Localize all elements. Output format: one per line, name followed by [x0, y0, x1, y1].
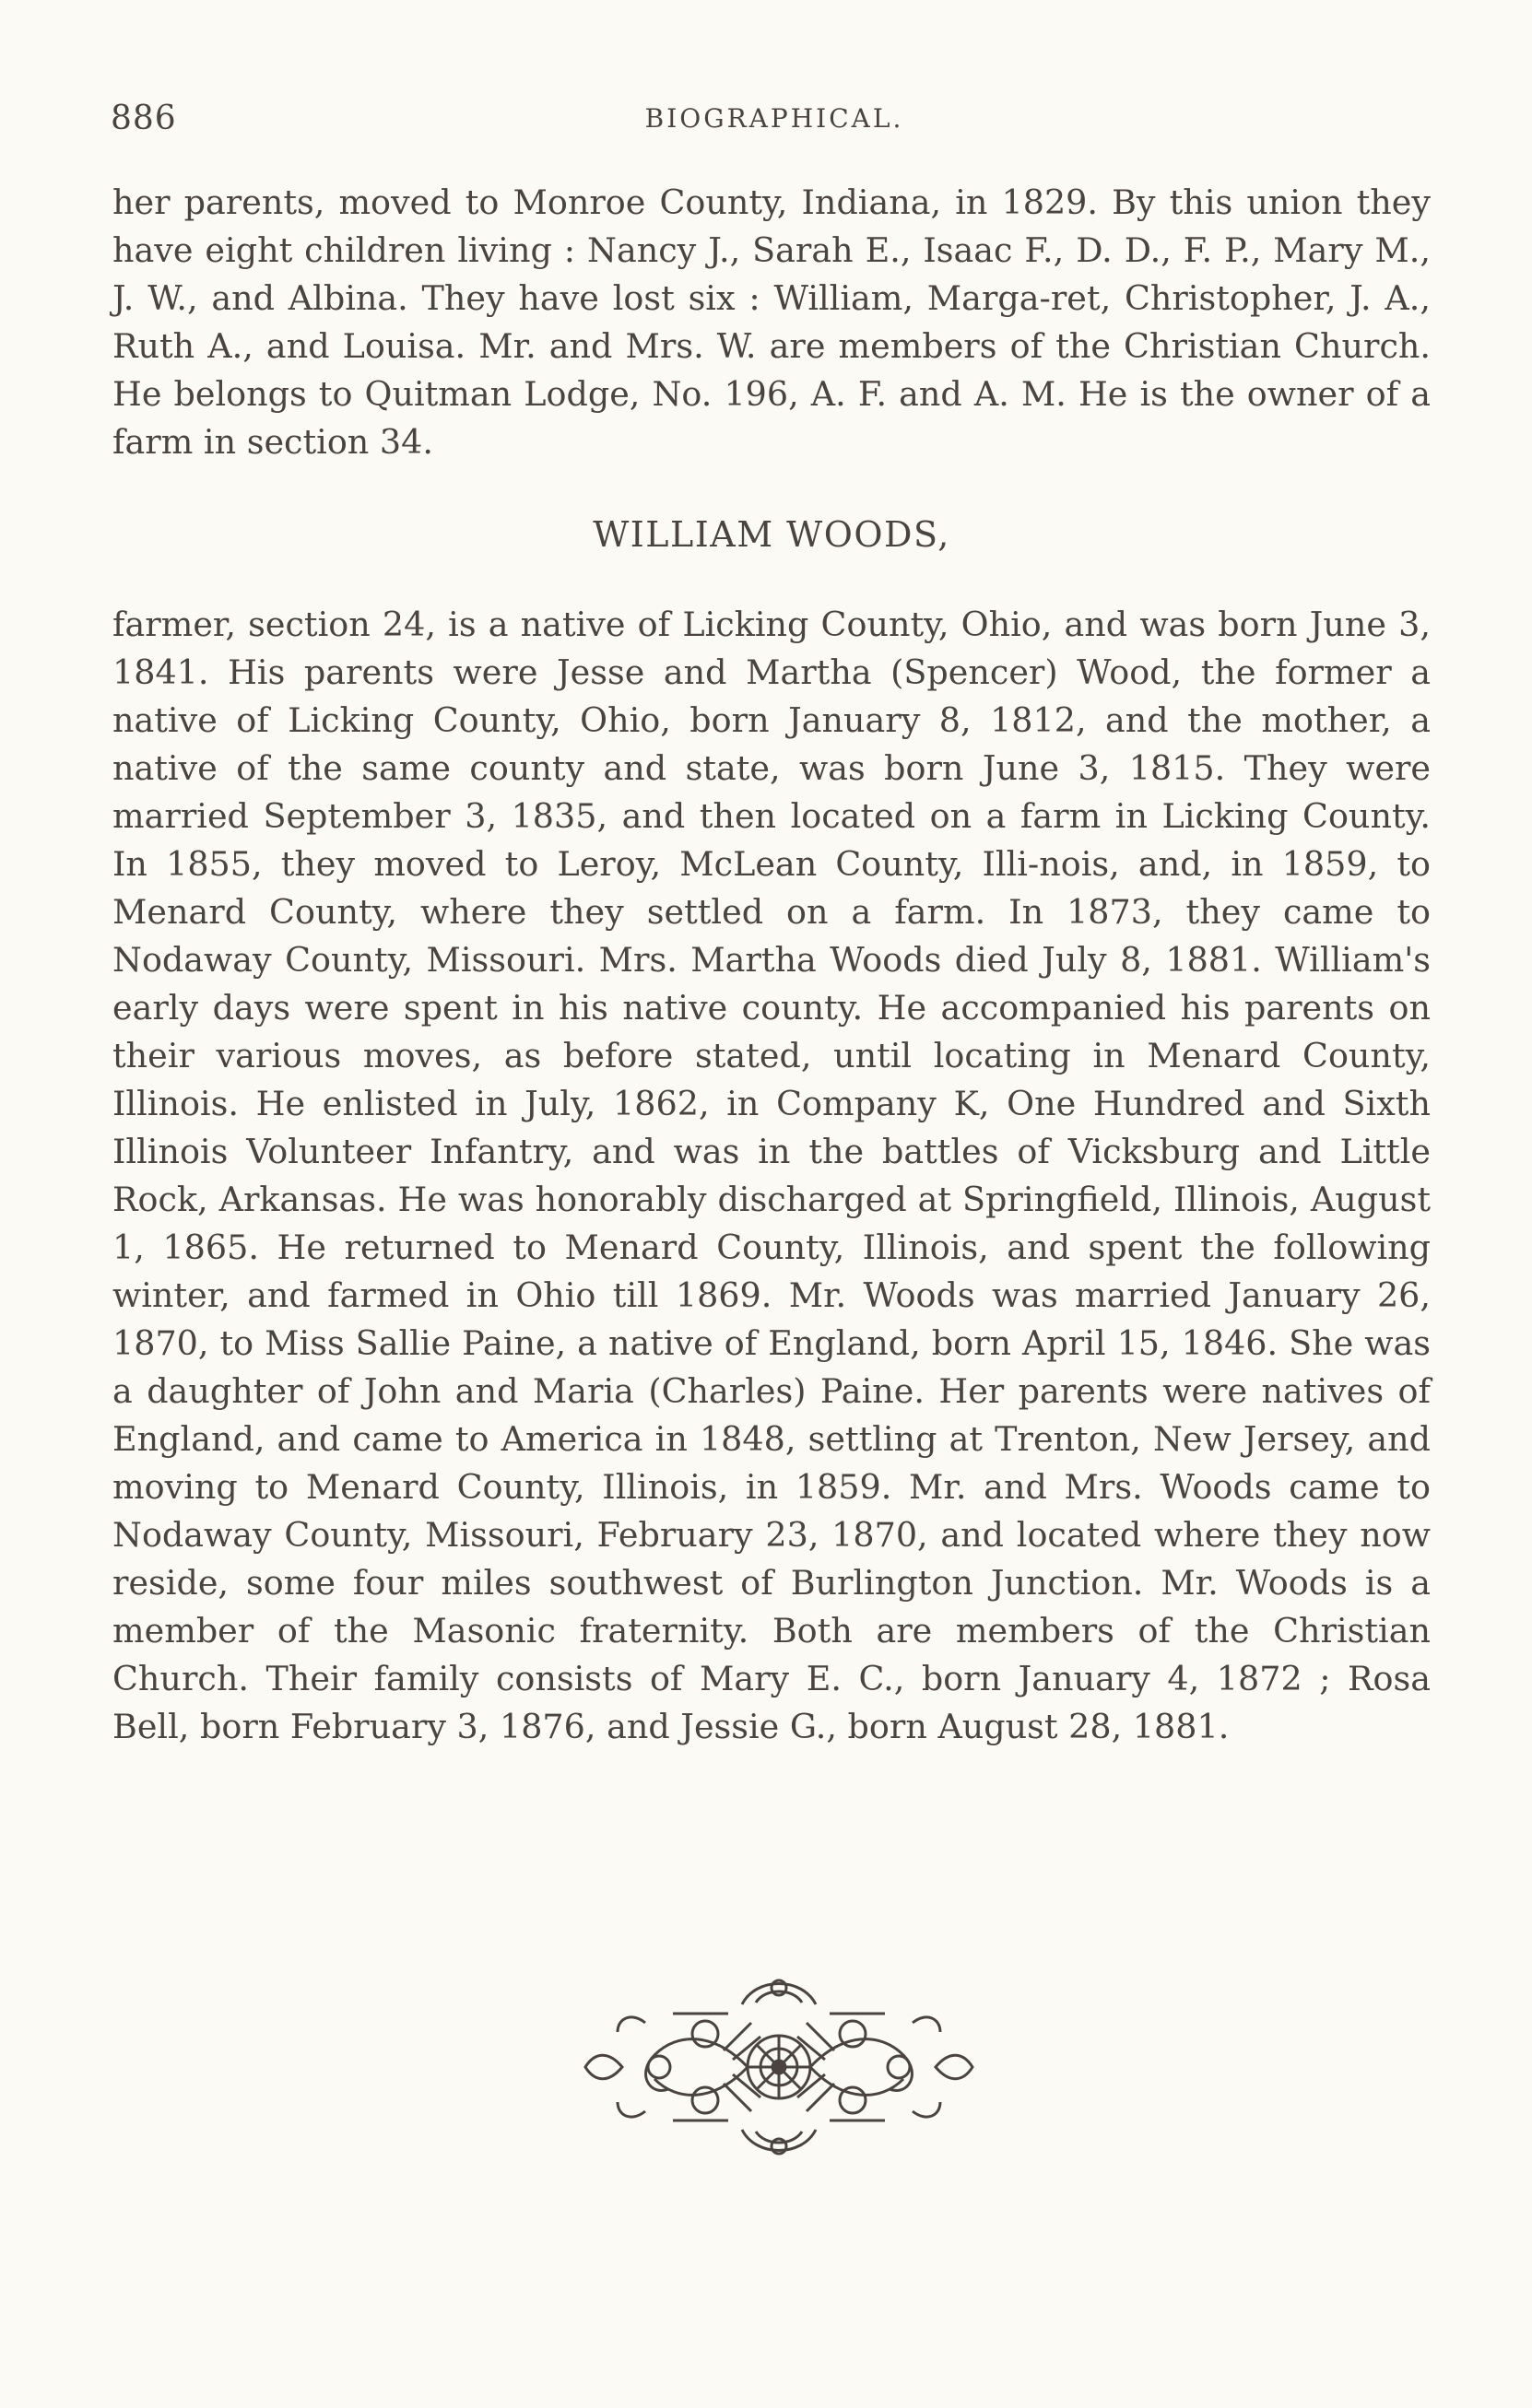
running-head — [111, 100, 1438, 146]
decorative-tailpiece-icon — [567, 1968, 991, 2166]
biography-paragraph: farmer, section 24, is a native of Licking County, Ohio, and was born June 3, 1841. His parents were Jesse and Martha (Spencer) Wood, the former a native of Licking County, Ohio, born January 8, 1812, and the mother, a native of the same county and state, was born June 3, 1815. They were married September 3, 1835, and then located on a farm in Licking County. In 1855, they moved to Leroy, McLean County, Illi-nois, and, in 1859, to Menard County, where they settled on a farm. In 1873, they came to Nodaway County, Missouri. Mrs. Martha Woods died July 8, 1881. William's early days were spent in his native county. He accompanied his parents on their various moves, as before stated, until locating in Menard County, Illinois. He enlisted in July, 1862, in Company K, One Hundred and Sixth Illinois Volunteer Infantry, and was in the battles of Vicksburg and Little Rock, Arkansas. He was honorably discharged at Springfield, Illinois, August 1, 1865. He returned to Menard County, Illinois, and spent the following winter, and farmed in Ohio till 1869. Mr. Woods was married January 26, 1870, to Miss Sallie Paine, a native of England, born April 15, 1846. She was a daughter of John and Maria (Charles) Paine. Her parents were natives of England, and came to America in 1848, settling at Trenton, New Jersey, and moving to Menard County, Illinois, in 1859. Mr. and Mrs. Woods came to Nodaway County, Missouri, February 23, 1870, and located where they now reside, some four miles southwest of Burlington Junction. Mr. Woods is a member of the Masonic fraternity. Both are members of the Christian Church. Their family consists of Mary E. C., born January 4, 1872 ; Rosa Bell, born February 3, 1876, and Jessie G., born August 28, 1881. — [112, 605, 1431, 1746]
page-number: 886 — [111, 100, 177, 137]
intro-paragraph: her parents, moved to Monroe County, Indiana, in 1829. By this union they have eight children living : Nancy J., Sarah E., Isaac F., D. D., F. P., Mary M., J. W., and Albina. They have lost six : William, Marga-ret, Christopher, J. A., Ruth A., and Louisa. Mr. and Mrs. W. are members of the Christian Church. He belongs to Quitman Lodge, No. 196, A. F. and A. M. He is the owner of a farm in section 34. — [112, 182, 1431, 462]
running-title: BIOGRAPHICAL. — [644, 103, 904, 134]
entry-heading: WILLIAM WOODS, — [593, 514, 950, 555]
